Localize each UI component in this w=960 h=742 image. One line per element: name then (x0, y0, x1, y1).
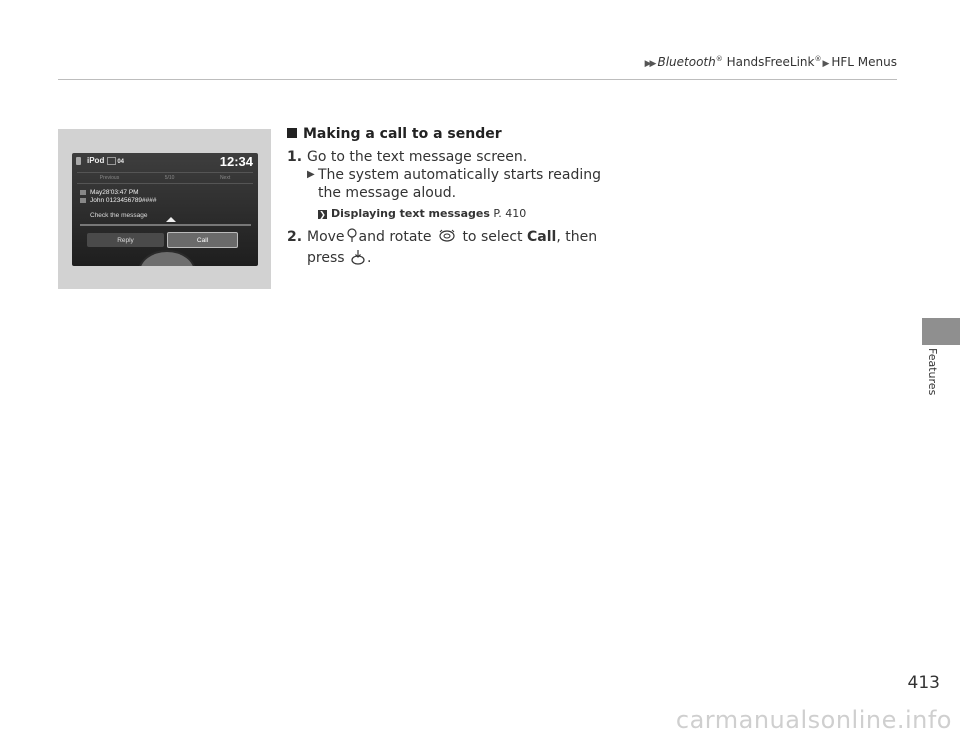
sub-arrow-icon: ▶ (307, 169, 315, 180)
message-hint: Check the message (90, 212, 148, 219)
nav-previous: Previous (99, 175, 120, 181)
section-square-icon (287, 128, 297, 138)
up-arrow-icon (166, 217, 176, 222)
step-1-result (287, 166, 617, 202)
cross-reference[interactable] (287, 206, 617, 222)
track-icon (107, 157, 116, 165)
section-label: Features (926, 348, 939, 396)
step-text: Go to the text message screen. (307, 149, 528, 165)
result-line-1: The system automatically starts reading (318, 167, 601, 183)
xref-title[interactable]: Displaying text messages (331, 207, 490, 220)
audio-display-screen (72, 153, 258, 266)
breadcrumb-item-handsfreelink[interactable]: HandsFreeLink (726, 55, 815, 69)
message-sender: John 0123456789#### (90, 197, 157, 204)
header-divider (58, 79, 897, 80)
message-nav (77, 172, 253, 184)
breadcrumb-item-bluetooth[interactable]: Bluetooth (657, 55, 716, 69)
source-label: iPod (87, 156, 105, 165)
xref-page[interactable]: P. 410 (493, 207, 527, 220)
nav-position: 5/10 (164, 175, 175, 181)
watermark: carmanualsonline.info (675, 706, 952, 734)
screen-divider (80, 224, 251, 226)
breadcrumb: ▶▶ Bluetooth® HandsFreeLink®▶ HFL Menus (644, 55, 897, 69)
xref-icon: ❯ (319, 210, 326, 219)
nav-next: Next (219, 175, 231, 181)
page-number: 413 (907, 673, 940, 693)
interface-dial-icon (138, 250, 196, 266)
breadcrumb-arrow-icon: ▶▶ (644, 59, 655, 69)
step-1 (287, 148, 617, 166)
interface-dial-rotate-icon (438, 228, 456, 249)
screen-clock: 12:34 (219, 154, 253, 169)
reply-button: Reply (87, 233, 164, 247)
section-title: Making a call to a sender (287, 126, 617, 146)
breadcrumb-item-hfl-menus[interactable]: HFL Menus (831, 55, 897, 69)
screen-status-bar (76, 156, 124, 165)
screenshot-figure (58, 129, 271, 289)
instruction-content (287, 126, 617, 270)
result-line-2: the message aloud. (318, 185, 457, 201)
step-2: 2. Move and rotate to select Call, then press . (287, 228, 617, 270)
interface-dial-move-icon (347, 228, 357, 249)
step-number: 2. (287, 229, 303, 245)
breadcrumb-arrow-icon: ▶ (822, 59, 830, 69)
interface-dial-press-icon (351, 249, 365, 270)
message-date: May28'03:47 PM (90, 189, 139, 196)
selected-option: Call (527, 229, 557, 245)
track-number: 04 (117, 159, 125, 165)
section-tab[interactable] (922, 318, 960, 345)
call-button: Call (167, 232, 238, 248)
step-number: 1. (287, 149, 303, 165)
lock-icon (76, 157, 81, 165)
